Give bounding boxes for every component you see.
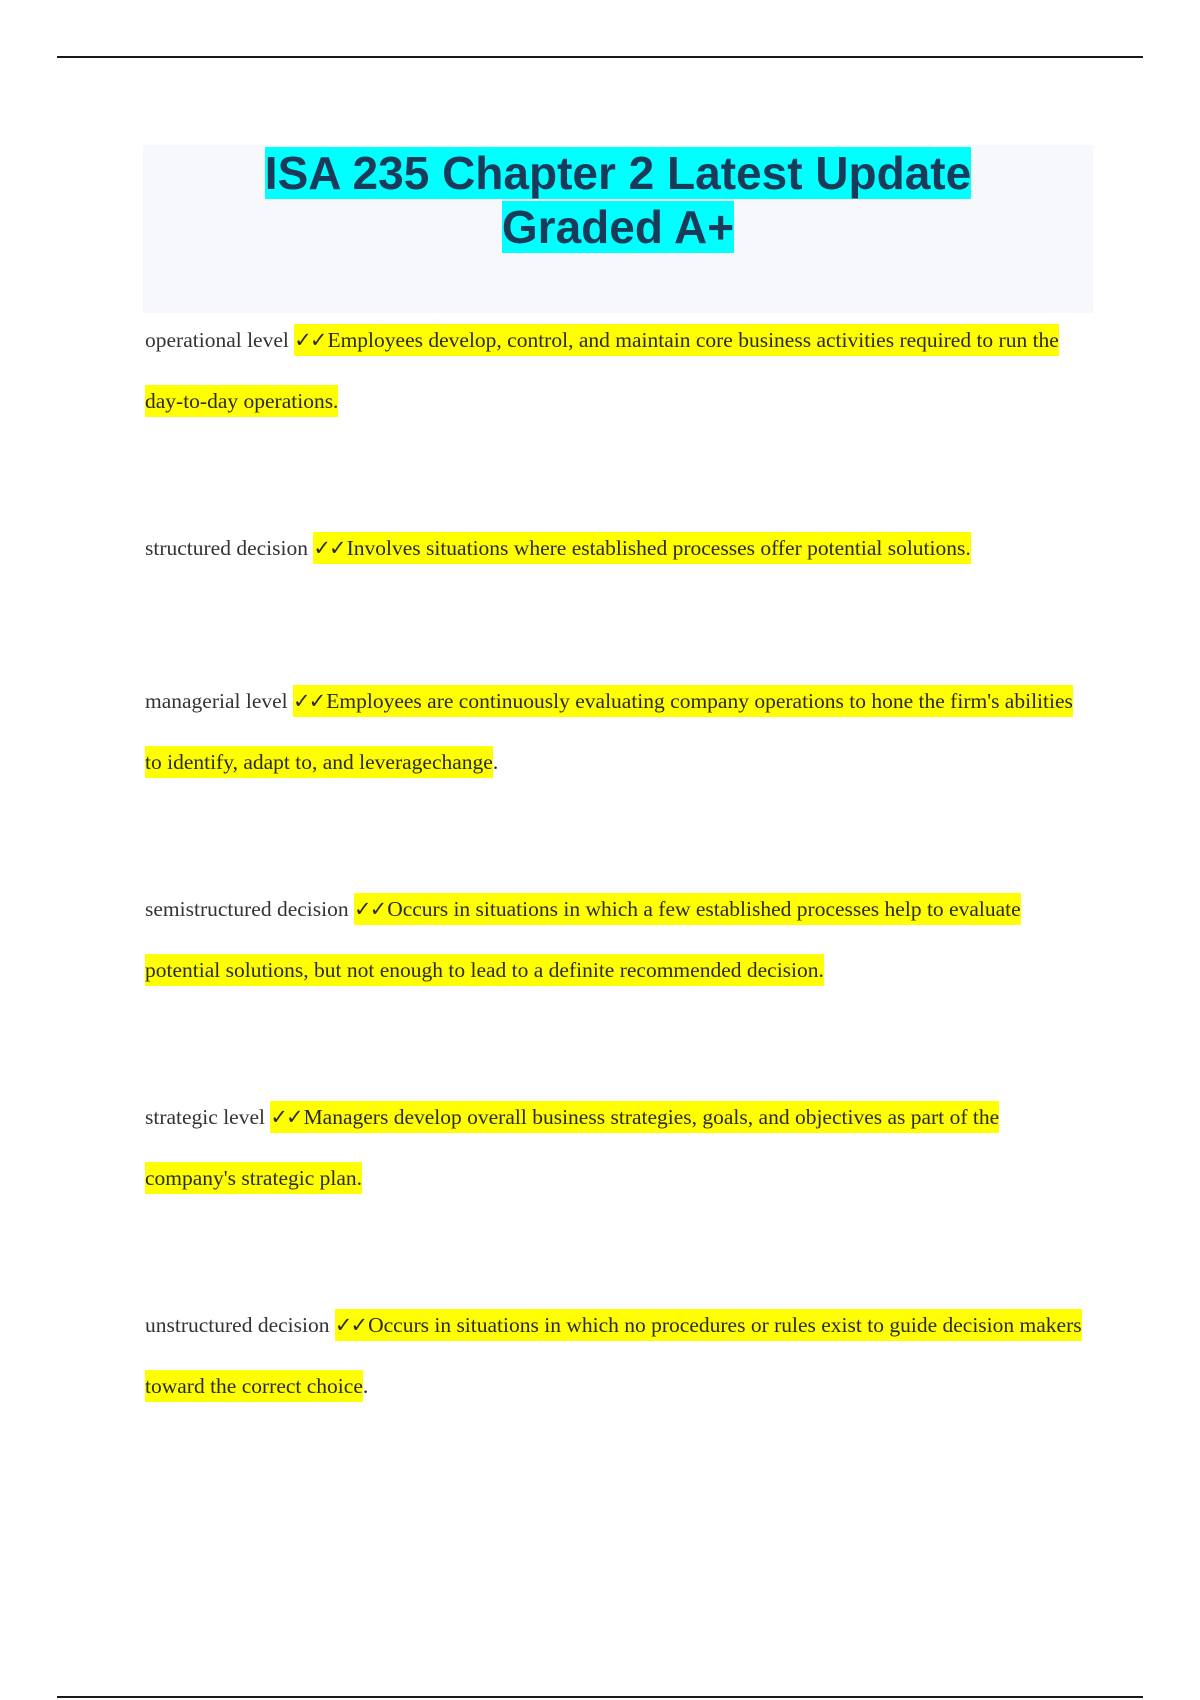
check-mark-icon: ✓✓: [313, 536, 345, 560]
definition-text: Occurs in situations in which no procedures or rules exist to guide decision makers toward the correct choice: [145, 1313, 1082, 1398]
check-mark-icon: ✓✓: [294, 328, 326, 352]
top-rule: [57, 56, 1143, 58]
check-mark-icon: ✓✓: [353, 897, 386, 921]
check-mark-icon: ✓✓: [293, 689, 325, 713]
definition-highlight: [145, 1101, 999, 1194]
definition-text: Employees are continuously evaluating company operations to hone the firm's abilities to identify, adapt to, and leveragechange: [145, 689, 1073, 774]
check-mark-icon: ✓✓: [270, 1105, 302, 1129]
title-line-1: ISA 235 Chapter 2 Latest Update: [264, 147, 972, 199]
term-entry-unstructured-decision: [145, 1295, 1085, 1417]
definition-text: Involves situations where established processes offer potential solutions.: [346, 536, 971, 560]
term-list: [145, 310, 1085, 1417]
definition-text: Managers develop overall business strategies, goals, and objectives as part of the company's strategic plan.: [145, 1105, 1000, 1190]
trailing-punctuation: .: [362, 1374, 369, 1398]
term-entry-strategic-level: [145, 1087, 1085, 1209]
definition-text: Occurs in situations in which a few established processes help to evaluate potential solutions, but not enough to lead to a definite recommended decision.: [145, 897, 1021, 982]
term-entry-managerial-level: [145, 671, 1085, 793]
document-title: [143, 146, 1093, 254]
term-label: semistructured decision: [145, 897, 349, 921]
title-line-2: Graded A+: [501, 201, 735, 253]
term-label: structured decision: [145, 536, 308, 560]
bottom-rule: [57, 1696, 1143, 1698]
term-entry-semistructured-decision: [145, 879, 1085, 1001]
definition-text: Employees develop, control, and maintain core business activities required to run the day-to-day operations.: [145, 328, 1059, 413]
term-label: strategic level: [145, 1105, 265, 1129]
check-mark-icon: ✓✓: [334, 1313, 367, 1337]
trailing-punctuation: .: [492, 750, 499, 774]
term-label: managerial level: [145, 689, 288, 713]
term-entry-operational-level: [145, 310, 1085, 432]
term-label: operational level: [145, 328, 289, 352]
term-label: unstructured decision: [145, 1313, 330, 1337]
definition-highlight: [313, 532, 970, 564]
term-entry-structured-decision: [145, 518, 1085, 579]
